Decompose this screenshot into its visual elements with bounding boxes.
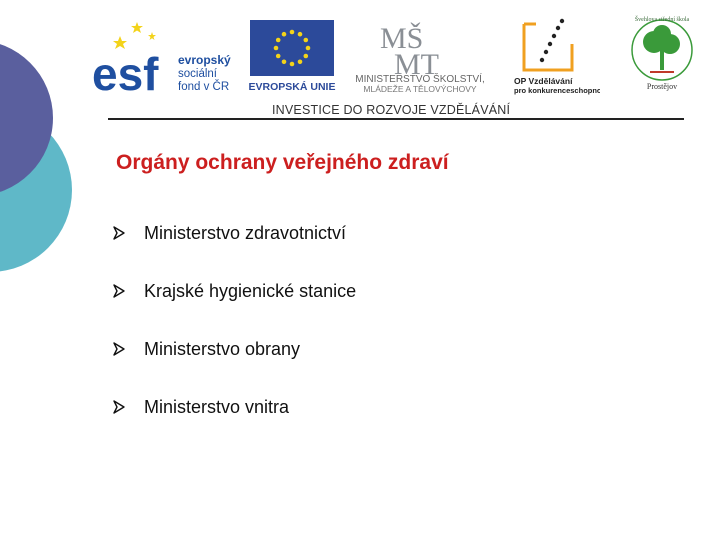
bullet-text: Ministerstvo obrany xyxy=(144,339,301,359)
list-item xyxy=(112,218,356,276)
eu-flag-icon xyxy=(250,20,334,76)
svg-text:MINISTERSTVO ŠKOLSTVÍ,: MINISTERSTVO ŠKOLSTVÍ, xyxy=(355,74,485,85)
list-item xyxy=(112,276,356,334)
svg-text:Prostějov: Prostějov xyxy=(646,82,678,91)
esf-logo xyxy=(92,18,244,94)
bullet-list xyxy=(112,218,356,450)
svg-text:MŠ: MŠ xyxy=(380,22,424,55)
svg-text:esf: esf xyxy=(92,48,159,94)
svg-text:evropský: evropský xyxy=(178,53,231,67)
arrowhead-bullet-icon xyxy=(112,342,126,356)
arrowhead-bullet-icon xyxy=(112,400,126,414)
bullet-text: Ministerstvo zdravotnictví xyxy=(144,223,347,243)
svg-text:MT: MT xyxy=(394,48,439,81)
op-logo xyxy=(512,16,600,96)
svg-text:MLÁDEŽE A TĚLOVÝCHOVY: MLÁDEŽE A TĚLOVÝCHOVY xyxy=(363,84,477,94)
tagline: INVESTICE DO ROZVOJE VZDĚLÁVÁNÍ xyxy=(272,103,511,117)
arrowhead-bullet-icon xyxy=(112,226,126,240)
msmt-logo xyxy=(344,18,496,94)
list-item xyxy=(112,334,356,392)
svg-text:sociální: sociální xyxy=(178,68,217,80)
school-logo xyxy=(624,14,700,92)
svg-text:Švehlova střední škola: Švehlova střední škola xyxy=(634,17,690,23)
svg-text:fond v ČR: fond v ČR xyxy=(178,81,230,93)
stars-icon xyxy=(113,22,156,49)
bullet-text: Ministerstvo vnitra xyxy=(144,397,290,417)
eu-logo xyxy=(248,18,336,94)
list-item xyxy=(112,392,356,450)
svg-text:OP Vzdělávání: OP Vzdělávání xyxy=(514,76,573,86)
arrowhead-bullet-icon xyxy=(112,284,126,298)
slide-title: Orgány ochrany veřejného zdraví xyxy=(116,151,449,174)
svg-text:pro konkurenceschopnost: pro konkurenceschopnost xyxy=(514,86,600,95)
header-divider xyxy=(108,118,684,120)
bullet-text: Krajské hygienické stanice xyxy=(144,281,357,301)
svg-text:EVROPSKÁ UNIE: EVROPSKÁ UNIE xyxy=(248,81,336,93)
